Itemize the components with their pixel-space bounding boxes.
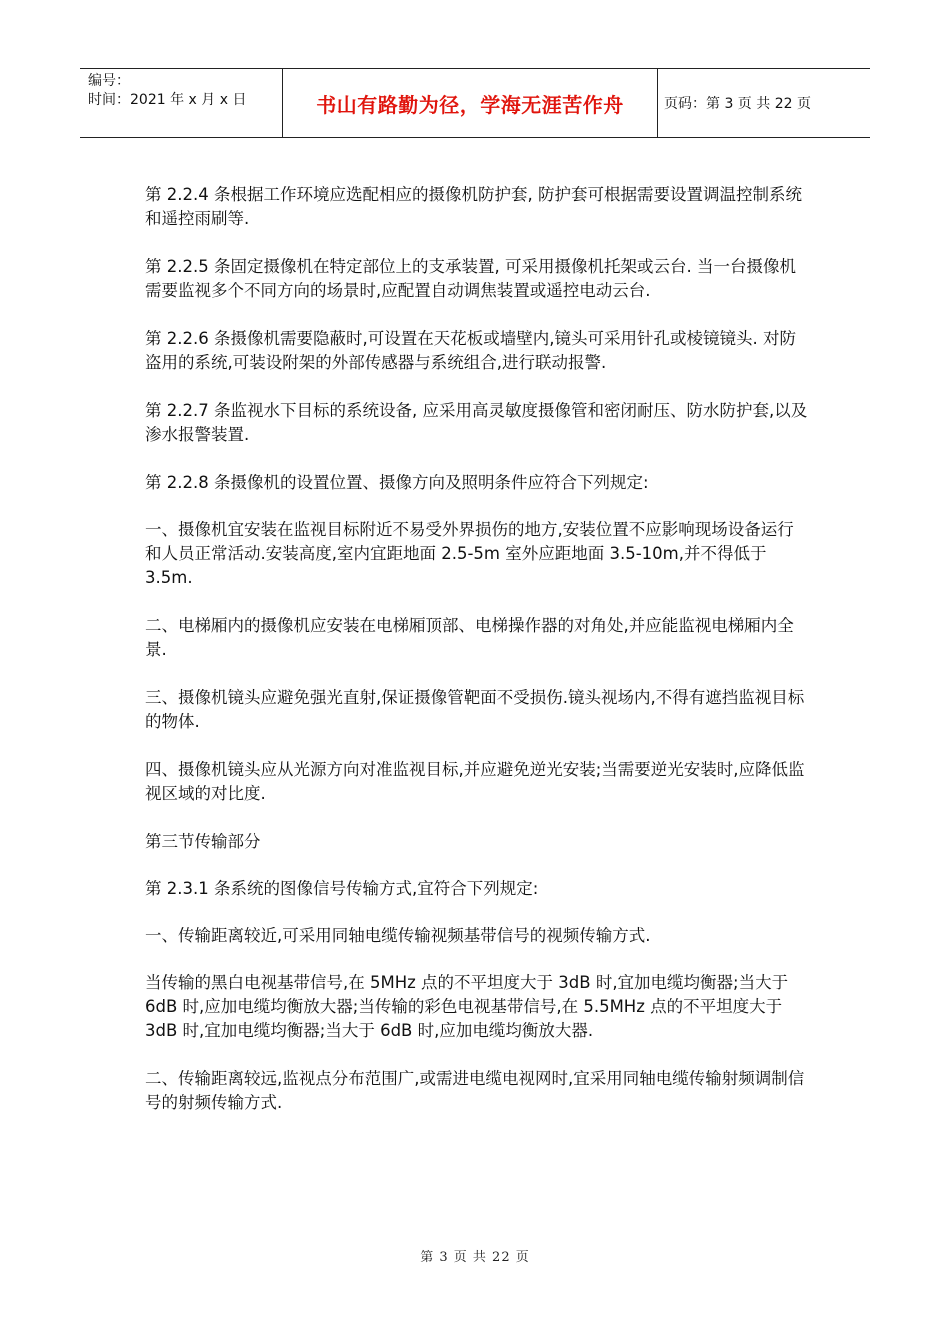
transmission-detail: 当传输的黑白电视基带信号,在 5MHz 点的不平坦度大于 3dB 时,宜加电缆均衡器;当大于 6dB 时,应加电缆均衡放大器;当传输的彩色电视基带信号,在 5.5MHz 点的不平坦度大于 3dB 时,宜加电缆均衡器;当大于 6dB 时,应加电缆均衡放大器. [145, 973, 789, 1040]
header-meta [80, 69, 283, 137]
header-page-label: 页码：第 3 页 共 22 页 [664, 96, 811, 112]
document-body [145, 183, 810, 1139]
transmission-item-1: 一、传输距离较近,可采用同轴电缆传输视频基带信号的视频传输方式. [145, 926, 651, 945]
list-item-3: 三、摄像机镜头应避免强光直射,保证摄像管靶面不受损伤.镜头视场内,不得有遮挡监视目标的物体. [145, 688, 805, 731]
document-header [80, 68, 870, 138]
document-number-label: 编号： [88, 73, 130, 89]
list-item-4: 四、摄像机镜头应从光源方向对准监视目标,并应避免逆光安装;当需要逆光安装时,应降低监视区域的对比度. [145, 760, 805, 803]
paragraph-2-2-5: 第 2.2.5 条固定摄像机在特定部位上的支承装置, 可采用摄像机托架或云台. 当一台摄像机需要监视多个不同方向的场景时,应配置自动调焦装置或遥控电动云台. [145, 257, 796, 300]
paragraph-2-2-6: 第 2.2.6 条摄像机需要隐蔽时,可设置在天花板或墙壁内,镜头可采用针孔或棱镜镜头. 对防盗用的系统,可装设附架的外部传感器与系统组合,进行联动报警. [145, 329, 796, 372]
document-date-label: 时间：2021 年 x 月 x 日 [88, 92, 247, 108]
header-motto: 书山有路勤为径，学海无涯苦作舟 [283, 69, 658, 137]
section-heading: 第三节传输部分 [145, 832, 261, 851]
list-item-2: 二、电梯厢内的摄像机应安装在电梯厢顶部、电梯操作器的对角处,并应能监视电梯厢内全景. [145, 616, 794, 659]
paragraph-2-2-7: 第 2.2.7 条监视水下目标的系统设备, 应采用高灵敏度摄像管和密闭耐压、防水防护套,以及渗水报警装置. [145, 401, 808, 444]
list-item-1: 一、摄像机宜安装在监视目标附近不易受外界损伤的地方,安装位置不应影响现场设备运行和人员正常活动.安装高度,室内宜距地面 2.5-5m 室外应距地面 3.5-10m,并不得低于 3.5m. [145, 520, 794, 587]
paragraph-2-2-8: 第 2.2.8 条摄像机的设置位置、摄像方向及照明条件应符合下列规定: [145, 473, 649, 492]
paragraph-2-3-1: 第 2.3.1 条系统的图像信号传输方式,宜符合下列规定: [145, 879, 539, 898]
paragraph-2-2-4: 第 2.2.4 条根据工作环境应选配相应的摄像机防护套, 防护套可根据需要设置调温控制系统和遥控雨刷等. [145, 185, 802, 228]
transmission-item-2: 二、传输距离较远,监视点分布范围广,或需进电缆电视网时,宜采用同轴电缆传输射频调制信号的射频传输方式. [145, 1069, 805, 1112]
page-footer: 第 3 页 共 22 页 [420, 1250, 530, 1265]
